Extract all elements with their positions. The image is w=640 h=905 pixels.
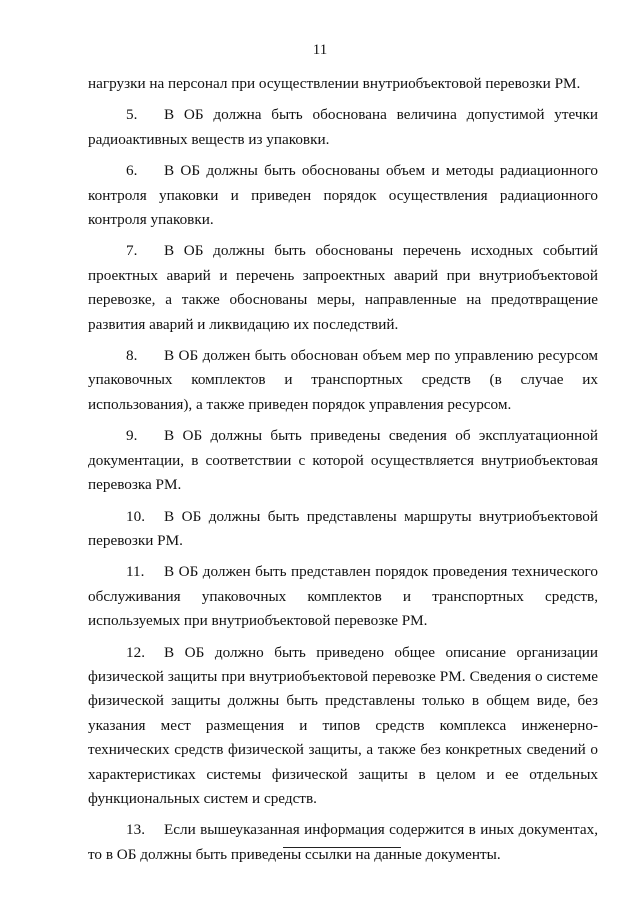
paragraph-text: В ОБ должны быть представлены маршруты внутриобъектовой перевозки РМ. bbox=[88, 507, 598, 549]
continuation-paragraph: нагрузки на персонал при осуществлении внутриобъектовой перевозки РМ. bbox=[88, 75, 581, 92]
paragraph-9 bbox=[88, 424, 598, 497]
paragraph-number: 6. bbox=[126, 162, 138, 180]
paragraph-number: 11. bbox=[126, 563, 145, 581]
paragraph-8 bbox=[88, 344, 598, 417]
paragraph-number: 9. bbox=[126, 427, 138, 445]
paragraph-text: В ОБ должен быть представлен порядок проведения технического обслуживания упаковочных комплектов и транспортных средств, используемых при внутриобъектовой перевозке РМ. bbox=[88, 563, 598, 630]
paragraph-number: 8. bbox=[126, 347, 138, 365]
paragraph-number: 13. bbox=[126, 821, 145, 839]
paragraph-text: В ОБ должен быть обоснован объем мер по управлению ресурсом упаковочных комплектов и транспортных средств (в случае их использования), а также приведен порядок управления ресурсом. bbox=[88, 347, 598, 413]
paragraph-12 bbox=[88, 641, 598, 812]
paragraph-number: 7. bbox=[126, 242, 138, 260]
paragraph-10 bbox=[88, 505, 598, 554]
paragraph-11 bbox=[88, 560, 598, 633]
paragraph-text: В ОБ должно быть приведено общее описание организации физической защиты при внутриобъектовой перевозке РМ. Сведения о системе физической защиты должны быть представлены только в общем виде, без указания мест размещения и типов средств комплекса инженерно-технических средств физической защиты, а также без конкретных сведений о характеристиках системы физической защиты в целом и ее отдельных функциональных систем и средств. bbox=[88, 643, 598, 807]
closing-rule-divider bbox=[283, 847, 401, 848]
paragraph-6 bbox=[88, 159, 598, 232]
paragraph-text: Если вышеуказанная информация содержится в иных документах, то в ОБ должны быть приведены ссылки на данные документы. bbox=[88, 821, 598, 863]
paragraph-text: В ОБ должны быть обоснованы объем и методы радиационного контроля упаковки и приведен порядок осуществления радиационного контроля упаковки. bbox=[88, 162, 598, 229]
paragraph-13 bbox=[88, 818, 598, 867]
paragraph-5 bbox=[88, 103, 598, 152]
paragraph-text: В ОБ должны быть обоснованы перечень исходных событий проектных аварий и перечень запроектных аварий при внутриобъектовой перевозке, а также обоснованы меры, направленные на предотвращение развития аварий и ликвидацию их последствий. bbox=[88, 242, 598, 333]
paragraph-text: В ОБ должны быть приведены сведения об эксплуатационной документации, в соответствии с которой осуществляется внутриобъектовая перевозка РМ. bbox=[88, 427, 598, 494]
page-number: 11 bbox=[312, 42, 328, 58]
paragraph-7 bbox=[88, 239, 598, 337]
paragraph-number: 12. bbox=[126, 643, 145, 661]
document-body bbox=[88, 72, 598, 874]
paragraph-number: 10. bbox=[126, 507, 145, 525]
paragraph-text: В ОБ должна быть обоснована величина допустимой утечки радиоактивных веществ из упаковки. bbox=[88, 106, 598, 148]
paragraph-number: 5. bbox=[126, 106, 138, 124]
